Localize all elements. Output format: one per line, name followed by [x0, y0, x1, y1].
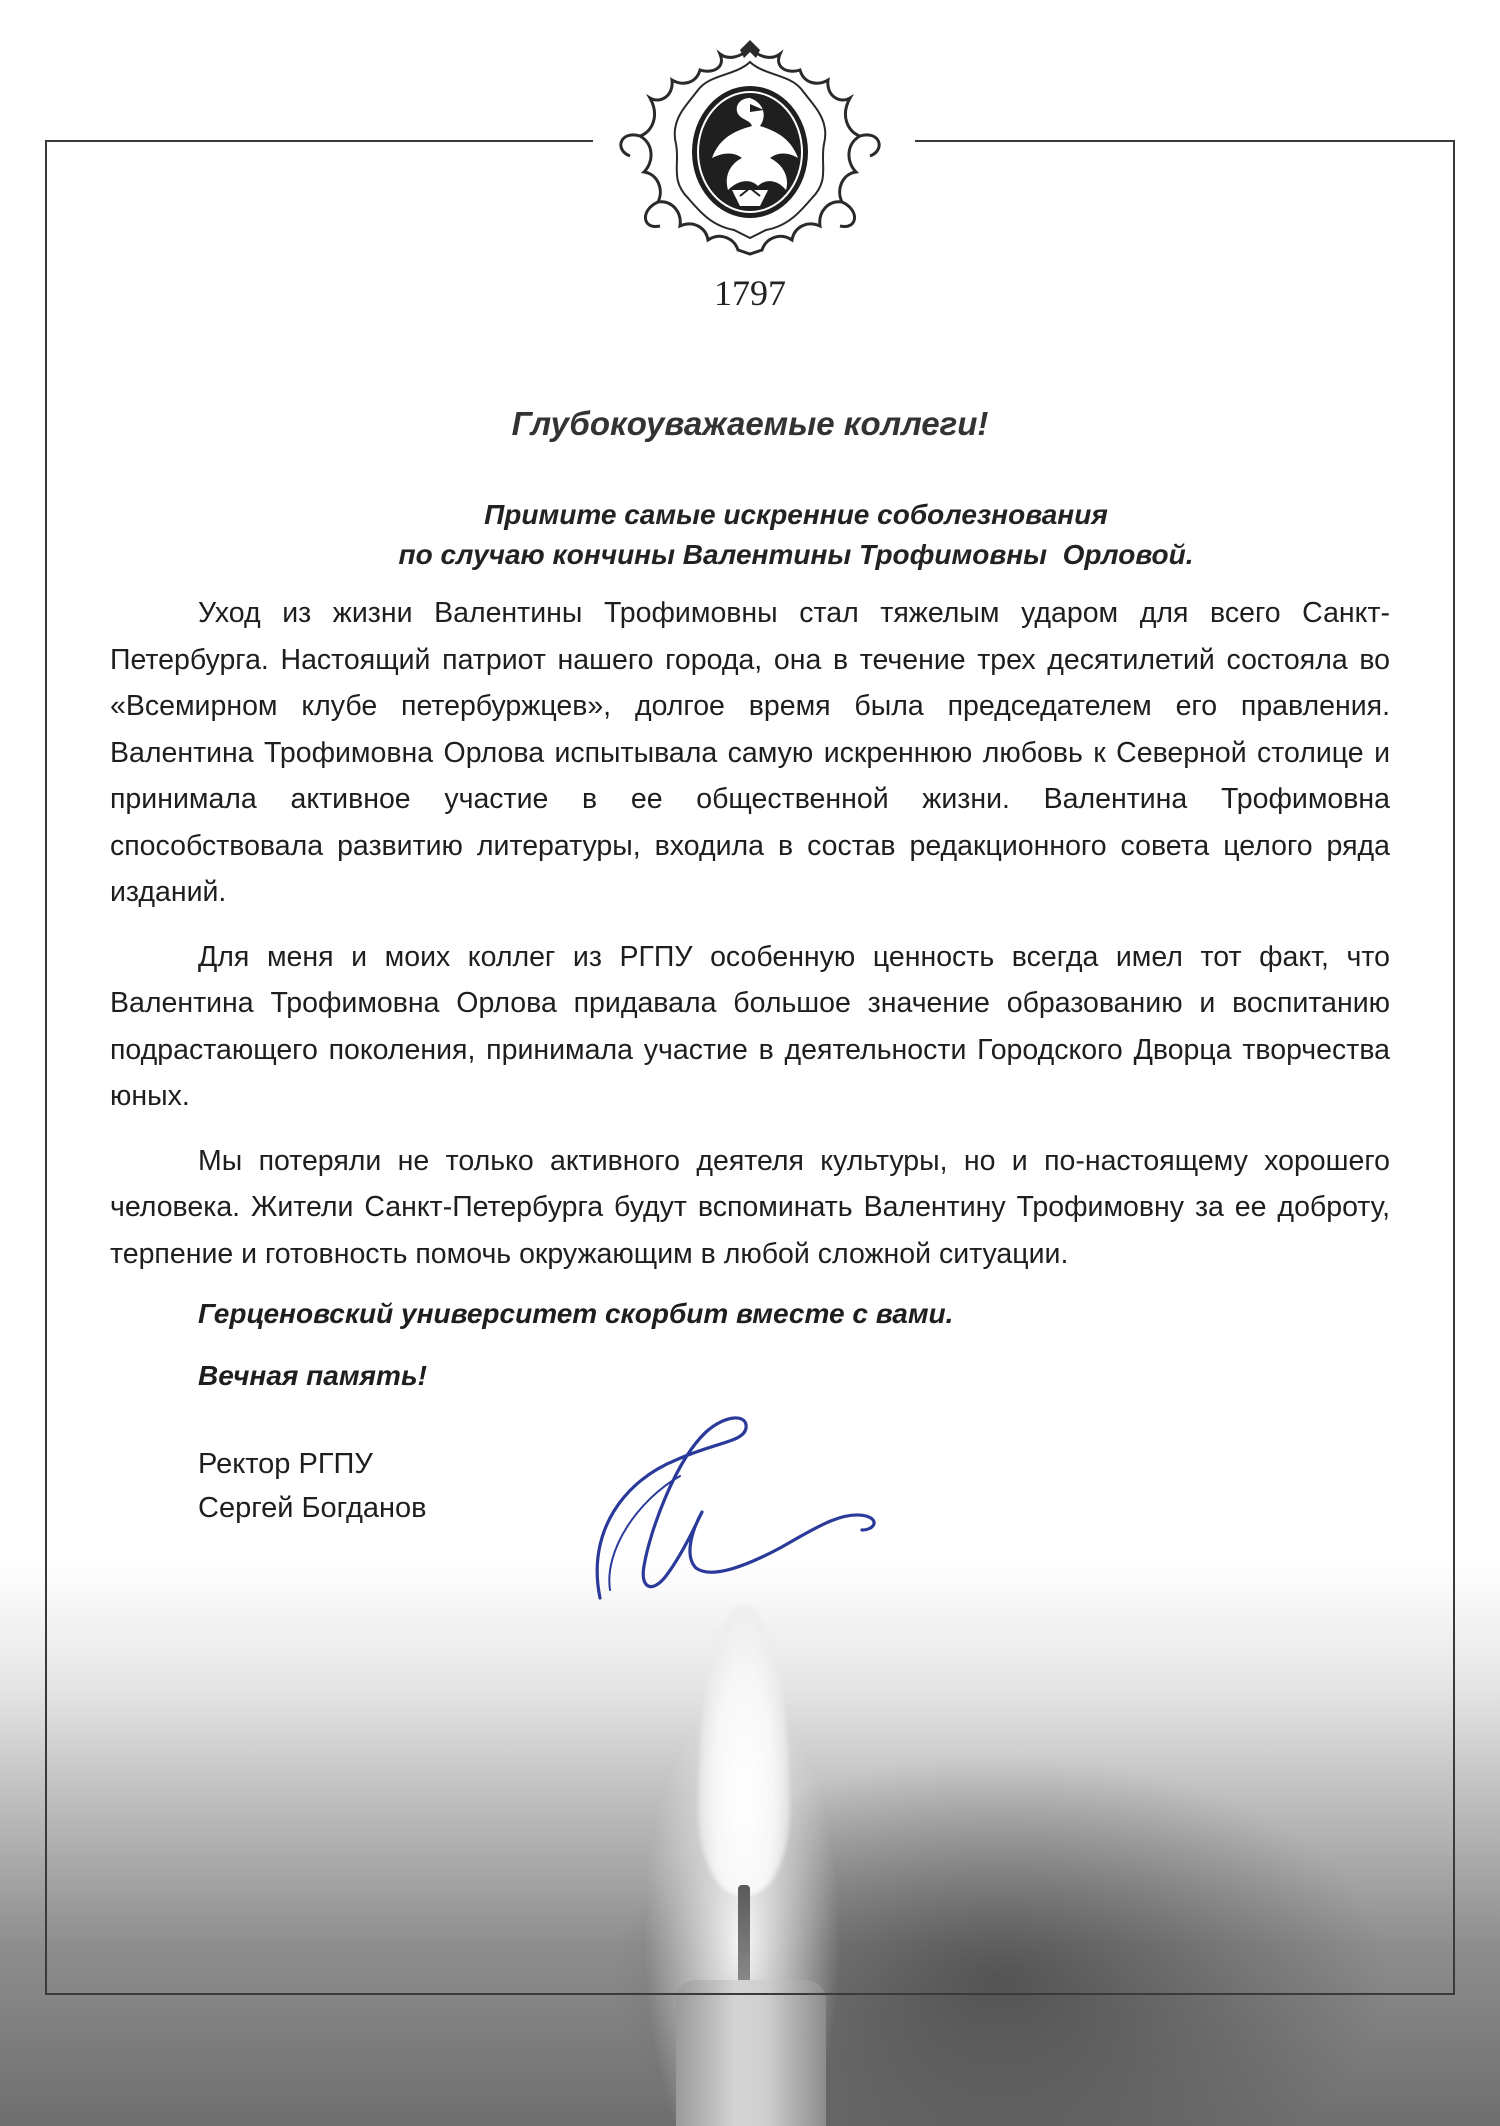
- paragraph-1: Уход из жизни Валентины Трофимовны стал тяжелым ударом для всего Санкт-Петербурга. Настоящий патриот нашего города, она в течение трех десятилетий состояла во «Всемирном клубе петербуржцев», долгое время была председателем его правления. Валентина Трофимовна Орлова испытывала самую искреннюю любовь к Северной столице и принимала активное участие в ее общественной жизни. Валентина Трофимовна способствовала развитию литературы, входила в состав редакционного совета целого ряда изданий.: [110, 597, 1390, 908]
- frame-top-right: [915, 140, 1455, 142]
- greeting-heading: Глубокоуважаемые коллеги!: [511, 405, 989, 442]
- closing-line-1: Герценовский университет скорбит вместе с вами.: [198, 1298, 954, 1329]
- paragraph-3: Мы потеряли не только активного деятеля культуры, но и по-настоящему хорошего человека. Жители Санкт-Петербурга будут вспоминать Валентину Трофимовну за ее доброту, терпение и готовность помочь окружающим в любой сложной ситуации.: [110, 1144, 1390, 1270]
- condolence-heading: [0, 495, 1500, 575]
- frame-top-left: [45, 140, 593, 142]
- signer-name: Сергей Богданов: [198, 1492, 427, 1524]
- condolence-line-1: Примите самые искренние соболезнования: [484, 499, 1108, 530]
- closing-line-2: Вечная память!: [198, 1360, 427, 1391]
- handwritten-signature: [580, 1380, 880, 1620]
- letter-body: [110, 590, 1390, 1295]
- signer-title: Ректор РГПУ: [198, 1448, 373, 1480]
- pelican-crest-icon: [600, 40, 900, 270]
- paragraph-2: Для меня и моих коллег из РГПУ особенную ценность всегда имел тот факт, что Валентина Трофимовна Орлова придавала большое значение образованию и воспитанию подрастающего поколения, принимала участие в деятельности Городского Дворца творчества юных.: [110, 940, 1390, 1112]
- emblem-year: 1797: [714, 273, 786, 313]
- candle-wick: [738, 1885, 750, 1985]
- frame-bottom: [45, 1993, 1455, 1995]
- candle-body: [676, 1980, 826, 2126]
- signer-block: [198, 1442, 427, 1530]
- condolence-line-2: по случаю кончины Валентины Трофимовны Орловой.: [398, 539, 1194, 570]
